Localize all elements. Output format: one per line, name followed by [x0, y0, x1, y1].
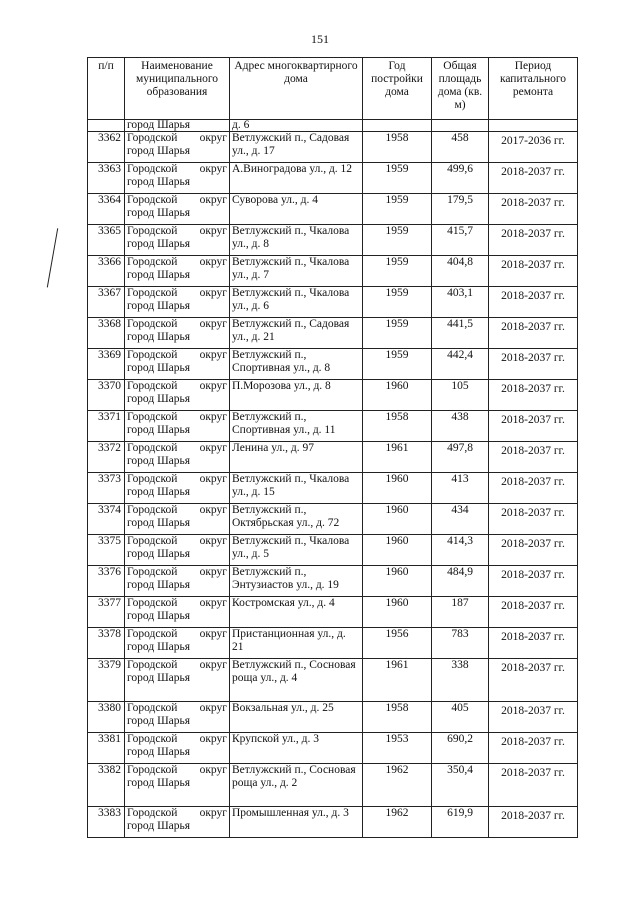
margin-pen-mark	[47, 228, 60, 288]
row-year: 1962	[363, 807, 432, 838]
row-municipality: Городской округ город Шарья	[125, 411, 230, 442]
row-period: 2018-2037 гг.	[489, 733, 578, 764]
table-row	[88, 473, 578, 504]
row-address: Костромская ул., д. 4	[230, 597, 363, 628]
row-year: 1959	[363, 318, 432, 349]
row-year: 1960	[363, 535, 432, 566]
table-row	[88, 349, 578, 380]
table-header-row	[88, 58, 578, 120]
row-period: 2018-2037 гг.	[489, 702, 578, 733]
row-number: 3369	[88, 349, 125, 380]
table-row	[88, 659, 578, 702]
row-year: 1953	[363, 733, 432, 764]
row-address: Ленина ул., д. 97	[230, 442, 363, 473]
row-area: 414,3	[432, 535, 489, 566]
row-number: 3381	[88, 733, 125, 764]
table-row	[88, 132, 578, 163]
row-municipality: Городской округ город Шарья	[125, 702, 230, 733]
row-municipality: Городской округ город Шарья	[125, 597, 230, 628]
table-row	[88, 194, 578, 225]
row-area: 484,9	[432, 566, 489, 597]
row-address: Ветлужский п., Энтузиастов ул., д. 19	[230, 566, 363, 597]
row-municipality: Городской округ город Шарья	[125, 194, 230, 225]
continuation-address: д. 6	[230, 120, 363, 132]
continuation-row	[88, 120, 578, 132]
row-period: 2018-2037 гг.	[489, 287, 578, 318]
row-number: 3375	[88, 535, 125, 566]
row-period: 2018-2037 гг.	[489, 504, 578, 535]
row-municipality: Городской округ город Шарья	[125, 504, 230, 535]
header-address: Адрес многоквартирного дома	[230, 58, 363, 120]
row-address: Ветлужский п., Спортивная ул., д. 11	[230, 411, 363, 442]
row-area: 690,2	[432, 733, 489, 764]
row-year: 1960	[363, 566, 432, 597]
row-area: 442,4	[432, 349, 489, 380]
row-number: 3374	[88, 504, 125, 535]
row-year: 1958	[363, 702, 432, 733]
page-number: 151	[311, 32, 329, 46]
row-number: 3376	[88, 566, 125, 597]
table-row	[88, 597, 578, 628]
row-address: Ветлужский п., Садовая ул., д. 17	[230, 132, 363, 163]
row-period: 2018-2037 гг.	[489, 659, 578, 702]
row-number: 3372	[88, 442, 125, 473]
row-year: 1958	[363, 132, 432, 163]
housing-table	[87, 57, 578, 838]
row-number: 3365	[88, 225, 125, 256]
row-area: 403,1	[432, 287, 489, 318]
row-period: 2018-2037 гг.	[489, 535, 578, 566]
row-address: Ветлужский п., Сосновая роща ул., д. 2	[230, 764, 363, 807]
header-year: Год постройки дома	[363, 58, 432, 120]
row-year: 1961	[363, 442, 432, 473]
row-address: Ветлужский п., Чкалова ул., д. 5	[230, 535, 363, 566]
row-area: 405	[432, 702, 489, 733]
row-area: 497,8	[432, 442, 489, 473]
row-period: 2018-2037 гг.	[489, 318, 578, 349]
row-year: 1960	[363, 504, 432, 535]
row-number: 3379	[88, 659, 125, 702]
row-municipality: Городской округ город Шарья	[125, 807, 230, 838]
row-address: Промышленная ул., д. 3	[230, 807, 363, 838]
row-municipality: Городской округ город Шарья	[125, 733, 230, 764]
row-area: 619,9	[432, 807, 489, 838]
header-period: Период капитального ремонта	[489, 58, 578, 120]
row-address: Ветлужский п., Чкалова ул., д. 6	[230, 287, 363, 318]
table-row	[88, 764, 578, 807]
row-municipality: Городской округ город Шарья	[125, 349, 230, 380]
row-year: 1961	[363, 659, 432, 702]
row-address: Ветлужский п., Чкалова ул., д. 7	[230, 256, 363, 287]
table-row	[88, 807, 578, 838]
table-row	[88, 380, 578, 411]
row-municipality: Городской округ город Шарья	[125, 628, 230, 659]
row-address: Ветлужский п., Спортивная ул., д. 8	[230, 349, 363, 380]
row-year: 1960	[363, 380, 432, 411]
row-address: Ветлужский п., Сосновая роща ул., д. 4	[230, 659, 363, 702]
row-number: 3383	[88, 807, 125, 838]
row-period: 2018-2037 гг.	[489, 597, 578, 628]
row-municipality: Городской округ город Шарья	[125, 256, 230, 287]
row-municipality: Городской округ город Шарья	[125, 566, 230, 597]
row-year: 1959	[363, 163, 432, 194]
row-municipality: Городской округ город Шарья	[125, 318, 230, 349]
row-year: 1958	[363, 411, 432, 442]
row-area: 350,4	[432, 764, 489, 807]
row-period: 2018-2037 гг.	[489, 163, 578, 194]
row-number: 3363	[88, 163, 125, 194]
row-address: Ветлужский п., Садовая ул., д. 21	[230, 318, 363, 349]
row-address: Суворова ул., д. 4	[230, 194, 363, 225]
row-address: П.Морозова ул., д. 8	[230, 380, 363, 411]
table-row	[88, 628, 578, 659]
row-municipality: Городской округ город Шарья	[125, 380, 230, 411]
row-year: 1959	[363, 256, 432, 287]
row-number: 3371	[88, 411, 125, 442]
row-period: 2018-2037 гг.	[489, 380, 578, 411]
row-address: Вокзальная ул., д. 25	[230, 702, 363, 733]
row-area: 187	[432, 597, 489, 628]
row-year: 1960	[363, 473, 432, 504]
table-row	[88, 256, 578, 287]
row-municipality: Городской округ город Шарья	[125, 764, 230, 807]
table-row	[88, 442, 578, 473]
row-area: 179,5	[432, 194, 489, 225]
row-period: 2018-2037 гг.	[489, 349, 578, 380]
row-period: 2017-2036 гг.	[489, 132, 578, 163]
row-number: 3380	[88, 702, 125, 733]
row-municipality: Городской округ город Шарья	[125, 287, 230, 318]
row-municipality: Городской округ город Шарья	[125, 132, 230, 163]
row-number: 3382	[88, 764, 125, 807]
row-period: 2018-2037 гг.	[489, 411, 578, 442]
row-number: 3362	[88, 132, 125, 163]
table-row	[88, 318, 578, 349]
row-area: 338	[432, 659, 489, 702]
table-row	[88, 733, 578, 764]
row-area: 458	[432, 132, 489, 163]
row-address: Ветлужский п., Октябрьская ул., д. 72	[230, 504, 363, 535]
row-period: 2018-2037 гг.	[489, 473, 578, 504]
row-year: 1959	[363, 194, 432, 225]
table-row	[88, 702, 578, 733]
row-address: Крупской ул., д. 3	[230, 733, 363, 764]
row-number: 3378	[88, 628, 125, 659]
header-num: п/п	[88, 58, 125, 120]
row-number: 3364	[88, 194, 125, 225]
table-row	[88, 411, 578, 442]
row-period: 2018-2037 гг.	[489, 628, 578, 659]
row-municipality: Городской округ город Шарья	[125, 473, 230, 504]
row-municipality: Городской округ город Шарья	[125, 225, 230, 256]
header-municipality: Наименование муниципального образования	[125, 58, 230, 120]
row-period: 2018-2037 гг.	[489, 225, 578, 256]
row-area: 415,7	[432, 225, 489, 256]
table-row	[88, 163, 578, 194]
table-row	[88, 225, 578, 256]
table-row	[88, 504, 578, 535]
row-address: А.Виноградова ул., д. 12	[230, 163, 363, 194]
table-row	[88, 566, 578, 597]
row-year: 1960	[363, 597, 432, 628]
row-municipality: Городской округ город Шарья	[125, 163, 230, 194]
row-area: 404,8	[432, 256, 489, 287]
row-area: 499,6	[432, 163, 489, 194]
row-number: 3367	[88, 287, 125, 318]
table-row	[88, 287, 578, 318]
row-address: Пристанционная ул., д. 21	[230, 628, 363, 659]
header-area: Общая площадь дома (кв. м)	[432, 58, 489, 120]
row-municipality: Городской округ город Шарья	[125, 659, 230, 702]
row-municipality: Городской округ город Шарья	[125, 535, 230, 566]
row-number: 3366	[88, 256, 125, 287]
row-period: 2018-2037 гг.	[489, 566, 578, 597]
continuation-municipality: город Шарья	[125, 120, 230, 132]
row-year: 1956	[363, 628, 432, 659]
row-number: 3373	[88, 473, 125, 504]
row-area: 441,5	[432, 318, 489, 349]
row-period: 2018-2037 гг.	[489, 807, 578, 838]
row-year: 1959	[363, 225, 432, 256]
row-number: 3368	[88, 318, 125, 349]
row-area: 438	[432, 411, 489, 442]
row-year: 1962	[363, 764, 432, 807]
row-year: 1959	[363, 349, 432, 380]
row-area: 434	[432, 504, 489, 535]
row-period: 2018-2037 гг.	[489, 442, 578, 473]
row-address: Ветлужский п., Чкалова ул., д. 15	[230, 473, 363, 504]
row-area: 105	[432, 380, 489, 411]
row-period: 2018-2037 гг.	[489, 256, 578, 287]
row-number: 3377	[88, 597, 125, 628]
row-area: 413	[432, 473, 489, 504]
row-number: 3370	[88, 380, 125, 411]
table-row	[88, 535, 578, 566]
row-year: 1959	[363, 287, 432, 318]
row-address: Ветлужский п., Чкалова ул., д. 8	[230, 225, 363, 256]
row-municipality: Городской округ город Шарья	[125, 442, 230, 473]
row-area: 783	[432, 628, 489, 659]
row-period: 2018-2037 гг.	[489, 194, 578, 225]
row-period: 2018-2037 гг.	[489, 764, 578, 807]
